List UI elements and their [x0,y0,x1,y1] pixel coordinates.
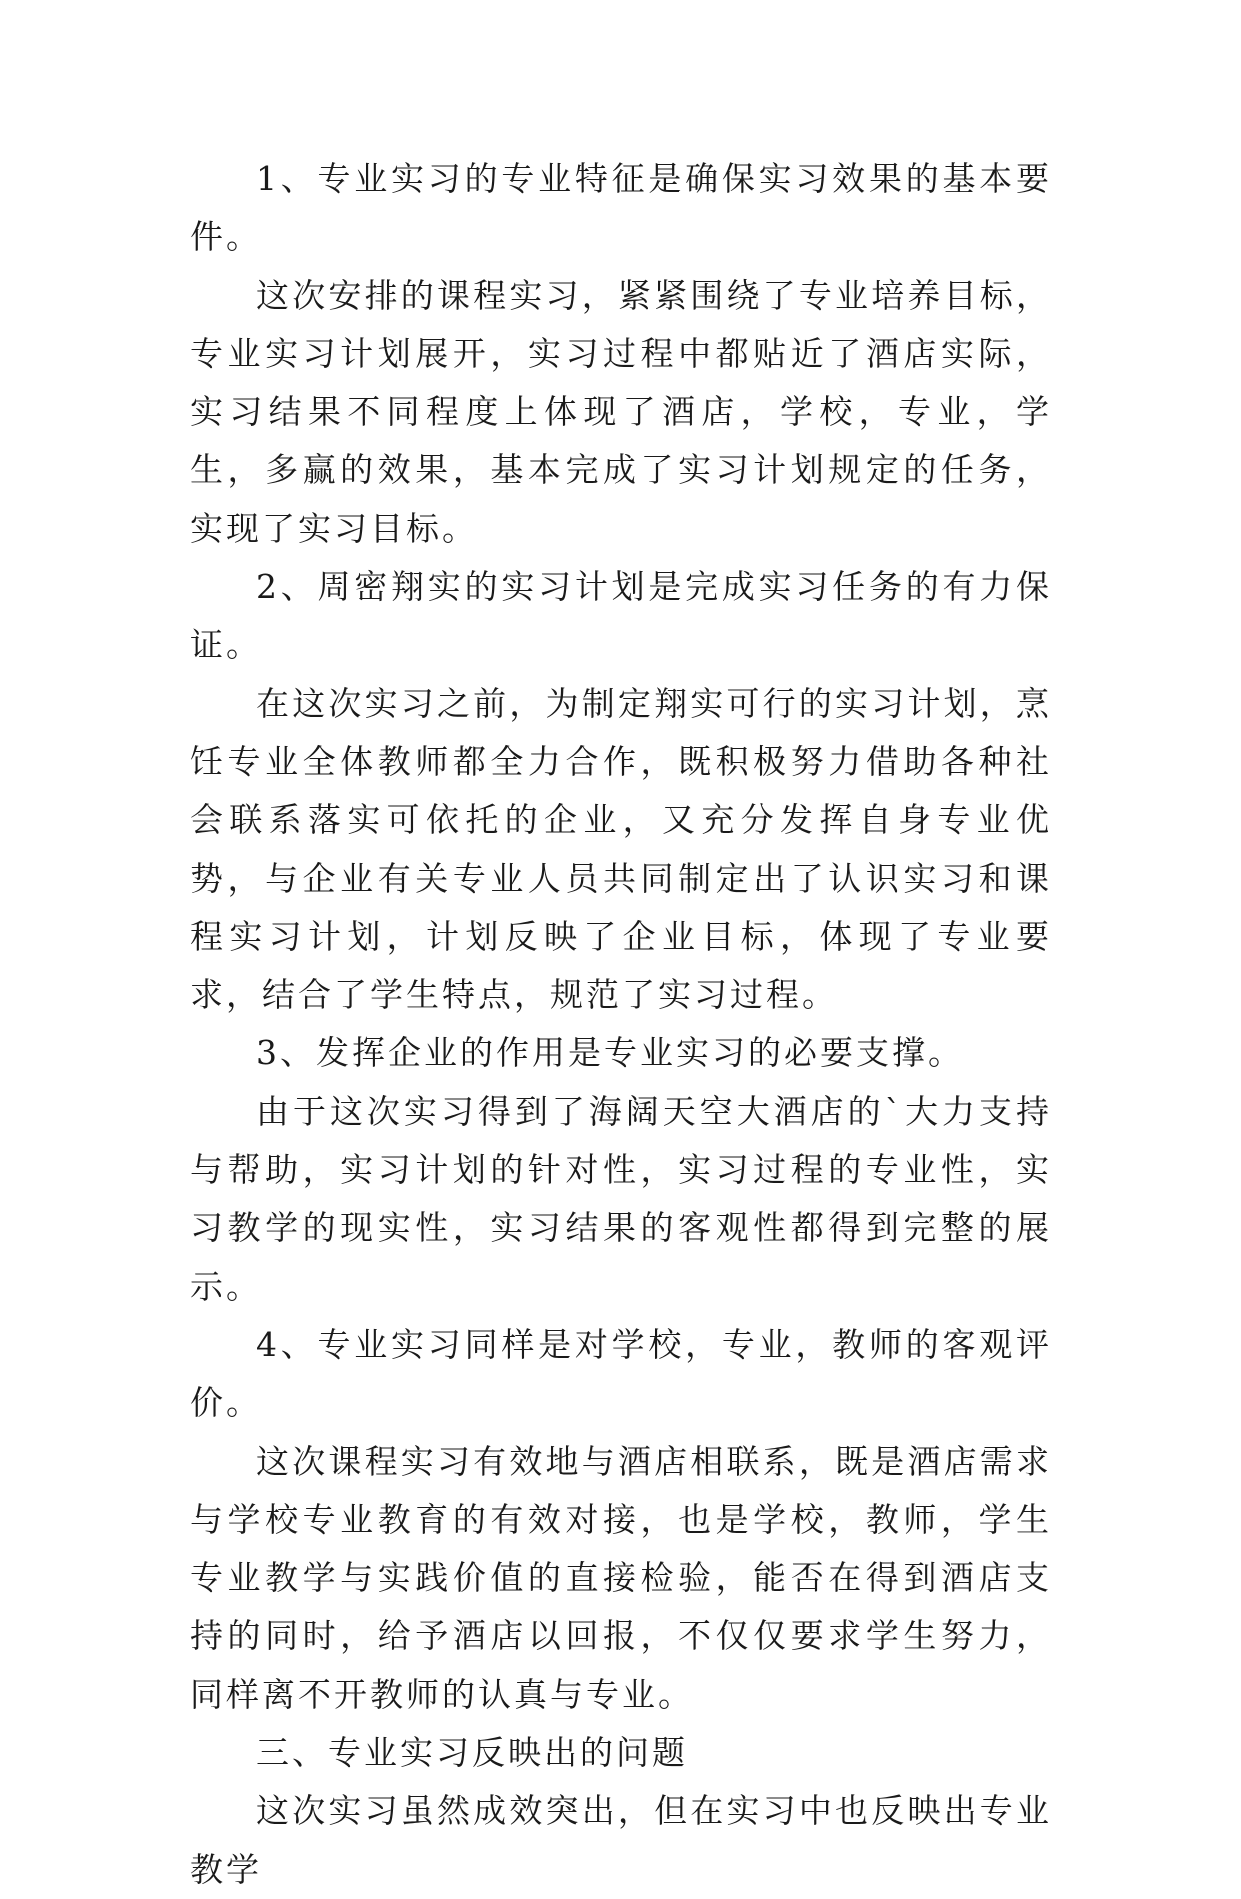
document-body [190,150,1052,1899]
paragraph-body-4: 这次课程实习有效地与酒店相联系，既是酒店需求与学校专业教育的有效对接，也是学校，教师，学生专业教学与实践价值的直接检验，能否在得到酒店支持的同时，给予酒店以回报，不仅仅要求学生努力，同样离不开教师的认真与专业。 [190,1441,1052,1714]
paragraph-body-2: 在这次实习之前，为制定翔实可行的实习计划，烹饪专业全体教师都全力合作，既积极努力借助各种社会联系落实可依托的企业，又充分发挥自身专业优势，与企业有关专业人员共同制定出了认识实习和课程实习计划，计划反映了企业目标，体现了专业要求，结合了学生特点，规范了实习过程。 [190,683,1052,1015]
paragraph-heading-4: 4、专业实习同样是对学校，专业，教师的客观评价。 [190,1324,1052,1423]
paragraph-heading-3: 3、发挥企业的作用是专业实习的必要支撑。 [256,1033,964,1073]
paragraph-body-1: 这次安排的课程实习，紧紧围绕了专业培养目标，专业实习计划展开，实习过程中都贴近了酒店实际，实习结果不同程度上体现了酒店，学校，专业，学生，多赢的效果，基本完成了实习计划规定的任务，实现了实习目标。 [190,275,1052,548]
paragraph-body-3: 由于这次实习得到了海阔天空大酒店的`大力支持与帮助，实习计划的针对性，实习过程的专业性，实习教学的现实性，实习结果的客观性都得到完整的展示。 [190,1091,1052,1306]
paragraph-body-5: 这次实习虽然成效突出，但在实习中也反映出专业教学 [190,1791,1052,1889]
section-heading-3: 三、专业实习反映出的问题 [256,1733,688,1773]
paragraph-heading-1: 1、专业实习的专业特征是确保实习效果的基本要件。 [190,159,1052,257]
paragraph-heading-2: 2、周密翔实的实习计划是完成实习任务的有力保证。 [190,567,1052,665]
